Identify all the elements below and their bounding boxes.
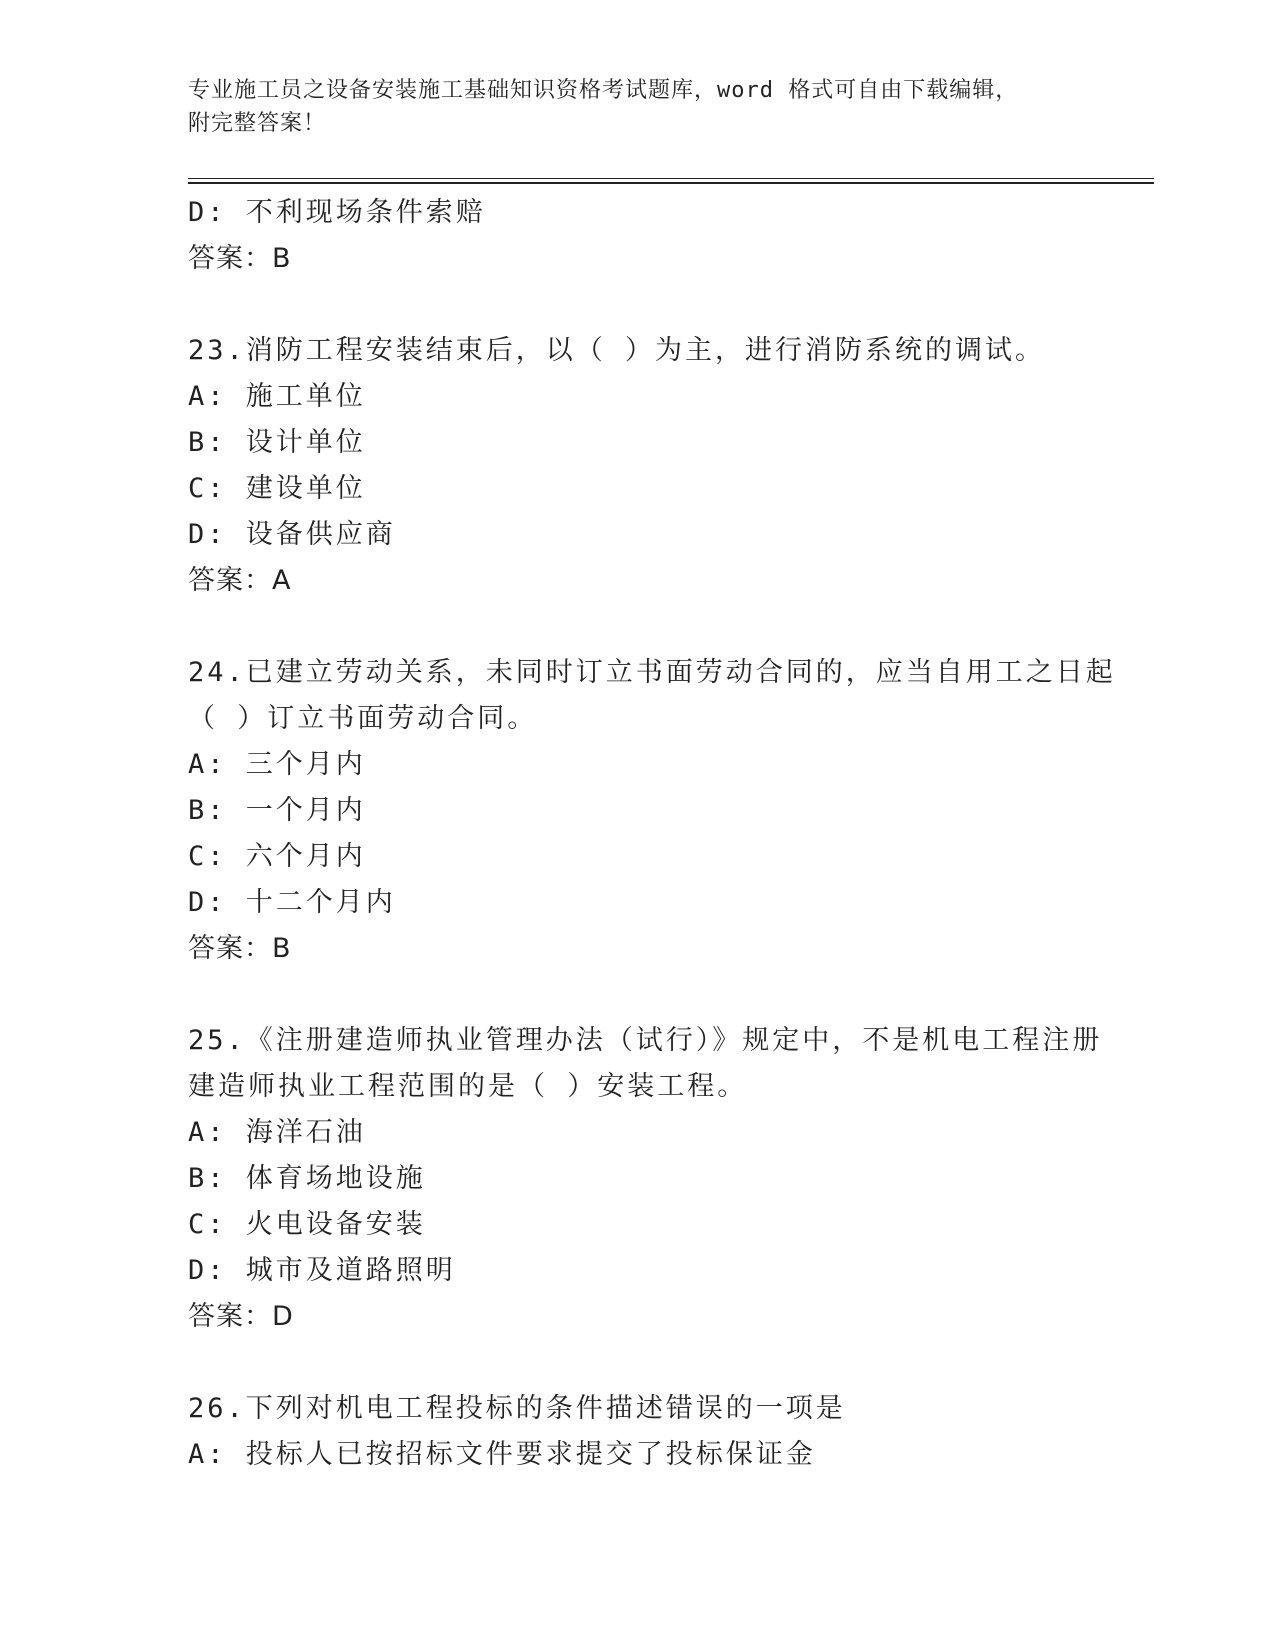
option-b: B: 一个月内 xyxy=(188,795,366,826)
document-header xyxy=(188,74,1088,140)
header-line-2: 附完整答案！ xyxy=(188,111,327,136)
answer: 答案：A xyxy=(188,565,292,596)
option-a: A: 投标人已按招标文件要求提交了投标保证金 xyxy=(188,1439,816,1470)
document-body xyxy=(188,190,1116,1478)
question-24 xyxy=(188,650,1116,972)
spacer xyxy=(188,282,1088,328)
question-25 xyxy=(188,1018,1103,1340)
question-stem: 26.下列对机电工程投标的条件描述错误的一项是 xyxy=(188,1393,846,1424)
question-stem-continued: （ ）订立书面劳动合同。 xyxy=(188,703,538,734)
question-stem-continued: 建造师执业工程范围的是（ ）安装工程。 xyxy=(188,1071,748,1102)
option-a: A: 海洋石油 xyxy=(188,1117,366,1148)
answer: 答案：B xyxy=(188,243,292,274)
option-a: A: 施工单位 xyxy=(188,381,366,412)
option-c: C: 六个月内 xyxy=(188,841,366,872)
option-c: C: 火电设备安装 xyxy=(188,1209,426,1240)
spacer xyxy=(188,604,1088,650)
option-d: D: 十二个月内 xyxy=(188,887,396,918)
option-b: B: 设计单位 xyxy=(188,427,366,458)
option-b: B: 体育场地设施 xyxy=(188,1163,426,1194)
spacer xyxy=(188,972,1088,1018)
header-divider-thin xyxy=(188,178,1154,179)
question-23 xyxy=(188,328,1088,604)
spacer xyxy=(188,1340,1088,1386)
question-26 xyxy=(188,1386,1088,1478)
option-c: C: 建设单位 xyxy=(188,473,366,504)
answer: 答案：B xyxy=(188,933,292,964)
question-stem: 24.已建立劳动关系，未同时订立书面劳动合同的，应当自用工之日起 xyxy=(188,657,1116,688)
header-divider-thick xyxy=(188,182,1154,184)
question-stem: 25.《注册建造师执业管理办法（试行）》规定中，不是机电工程注册 xyxy=(188,1025,1103,1056)
question-stem: 23.消防工程安装结束后，以（ ）为主，进行消防系统的调试。 xyxy=(188,335,1046,366)
option-d: D: 不利现场条件索赔 xyxy=(188,197,486,228)
answer: 答案：D xyxy=(188,1301,294,1332)
option-d: D: 设备供应商 xyxy=(188,519,396,550)
header-line-1: 专业施工员之设备安装施工基础知识资格考试题库，word 格式可自由下载编辑， xyxy=(188,78,1019,103)
option-d: D: 城市及道路照明 xyxy=(188,1255,456,1286)
option-a: A: 三个月内 xyxy=(188,749,366,780)
